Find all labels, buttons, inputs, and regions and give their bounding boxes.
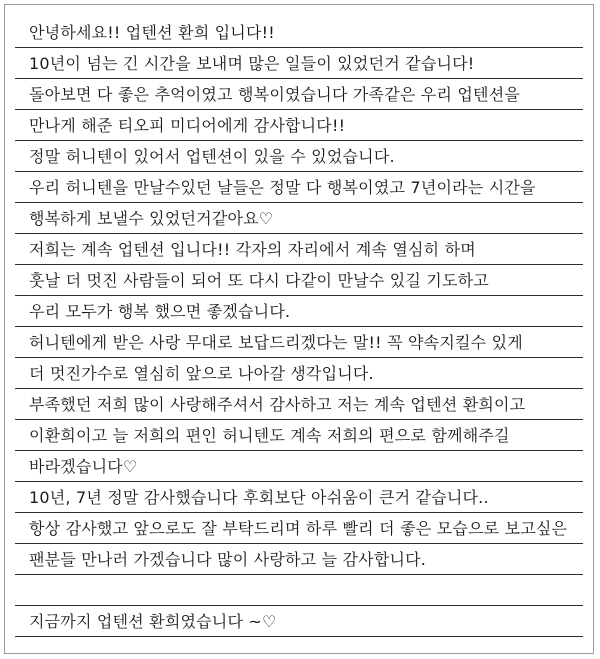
letter-text-20: 지금까지 업텐션 환희였습니다 ~♡ xyxy=(29,612,277,631)
letter-text-17: 항상 감사했고 앞으로도 잘 부탁드리며 하루 빨리 더 좋은 모습으로 보고싶은 xyxy=(29,519,568,538)
letter-line-9 xyxy=(15,265,583,296)
letter-line-14 xyxy=(15,420,583,451)
letter-line-15 xyxy=(15,451,583,482)
letter-text-5: 정말 허니텐이 있어서 업텐션이 있을 수 있었습니다. xyxy=(29,147,395,166)
letter-line-20 xyxy=(15,606,583,637)
letter-text-18: 팬분들 만나러 가겠습니다 많이 사랑하고 늘 감사합니다. xyxy=(29,550,427,569)
letter-line-7 xyxy=(15,203,583,234)
letter-text-14: 이환희이고 늘 저희의 편인 허니텐도 계속 저희의 편으로 함께해주길 xyxy=(29,426,510,445)
letter-line-2 xyxy=(15,48,583,79)
letter-line-5 xyxy=(15,141,583,172)
letter-line-12 xyxy=(15,358,583,389)
letter-line-11 xyxy=(15,327,583,358)
letter-text-2: 10년이 넘는 긴 시간을 보내며 많은 일들이 있었던거 같습니다! xyxy=(29,54,475,73)
letter-text-4: 만나게 해준 티오피 미디어에게 감사합니다!! xyxy=(29,116,346,135)
letter-line-18 xyxy=(15,544,583,575)
letter-text-15: 바라겠습니다♡ xyxy=(29,457,138,476)
letter-text-9: 훗날 더 멋진 사람들이 되어 또 다시 다같이 만날수 있길 기도하고 xyxy=(29,271,489,290)
letter-text-6: 우리 허니텐을 만날수있던 날들은 정말 다 행복이였고 7년이라는 시간을 xyxy=(29,178,536,197)
letter-text-12: 더 멋진가수로 열심히 앞으로 나아갈 생각입니다. xyxy=(29,364,374,383)
letter-line-16 xyxy=(15,482,583,513)
letter-text-3: 돌아보면 다 좋은 추억이였고 행복이였습니다 가족같은 우리 업텐션을 xyxy=(29,85,521,104)
letter-text-11: 허니텐에게 받은 사랑 무대로 보답드리겠다는 말!! 꼭 약속지킬수 있게 xyxy=(29,333,523,352)
letter-line-13 xyxy=(15,389,583,420)
letter-line-17 xyxy=(15,513,583,544)
letter-line-1 xyxy=(15,17,583,48)
letter-text-10: 우리 모두가 행복 했으면 좋겠습니다. xyxy=(29,302,291,321)
letter-line-6 xyxy=(15,172,583,203)
ruled-lines xyxy=(15,17,583,637)
letter-line-19 xyxy=(15,575,583,606)
letter-text-13: 부족했던 저희 많이 사랑해주셔서 감사하고 저는 계속 업텐션 환희이고 xyxy=(29,395,526,414)
letter-line-8 xyxy=(15,234,583,265)
letter-line-4 xyxy=(15,110,583,141)
letter-text-8: 저희는 계속 업텐션 입니다!! 각자의 자리에서 계속 열심히 하며 xyxy=(29,240,476,259)
letter-line-10 xyxy=(15,296,583,327)
letter-text-7: 행복하게 보낼수 있었던거같아요♡ xyxy=(29,209,274,228)
letter-text-16: 10년, 7년 정말 감사했습니다 후회보단 아쉬움이 큰거 같습니다.. xyxy=(29,488,489,507)
letter-sheet xyxy=(4,4,594,654)
letter-line-3 xyxy=(15,79,583,110)
letter-text-1: 안녕하세요!! 업텐션 환희 입니다!! xyxy=(29,23,275,42)
